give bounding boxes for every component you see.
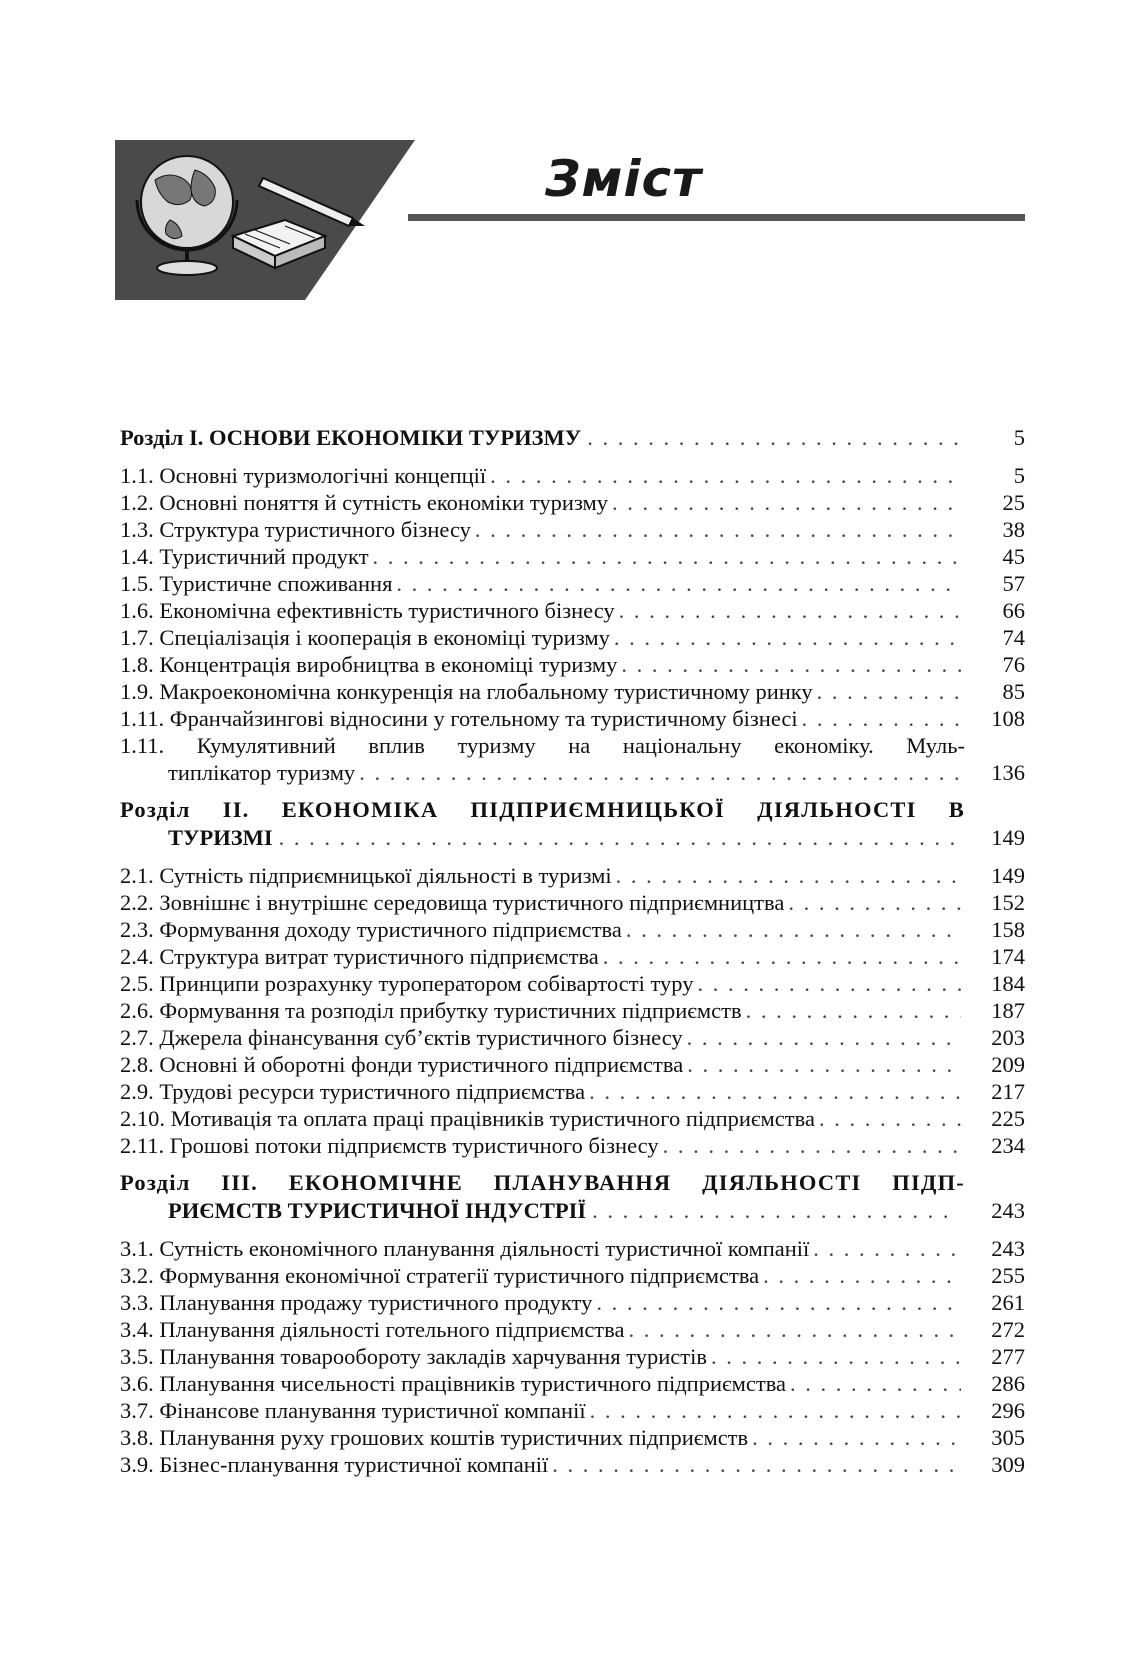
entry-title: Основні поняття й сутність економіки туризму [159, 490, 609, 515]
header-illustration [115, 140, 435, 300]
toc-entry[interactable] [120, 916, 1025, 943]
entry-title: Принципи розрахунку туроператором собівартості туру [159, 971, 694, 996]
entry-number: 3.7. [120, 1398, 154, 1423]
page-number: 187 [991, 998, 1025, 1023]
entry-number: 2.1. [120, 863, 154, 888]
leader-dots [616, 862, 961, 889]
entry-title: Франчайзингові відносини у готельному та туристичному бізнесі [169, 706, 798, 731]
toc-entry[interactable] [120, 1235, 1025, 1262]
page-number: 305 [991, 1425, 1025, 1450]
toc-entry[interactable] [120, 651, 1025, 678]
entry-number: 2.10. [120, 1106, 165, 1131]
section-title-line1: Розділ II. ЕКОНОМІКА ПІДПРИЄМНИЦЬКОЇ ДІЯЛЬНОСТІ В [120, 797, 965, 822]
leader-dots [628, 1316, 961, 1343]
section-title-line2: ТУРИЗМІ [168, 825, 273, 850]
entry-number: 2.3. [120, 917, 154, 942]
toc-entry[interactable] [120, 1024, 1025, 1051]
page-number: 243 [991, 1236, 1025, 1261]
toc-entry[interactable] [120, 597, 1025, 624]
entry-number: 2.11. [120, 1133, 165, 1158]
leader-dots [746, 997, 961, 1024]
toc-entry[interactable] [120, 997, 1025, 1024]
entry-title: Формування та розподіл прибутку туристичних підприємств [159, 998, 742, 1023]
leader-dots [359, 759, 961, 786]
entry-title: Зовнішнє і внутрішнє середовища туристичного підприємництва [159, 890, 785, 915]
entry-title: Мотивація та оплата праці працівників туристичного підприємства [170, 1106, 815, 1131]
entry-number: 2.7. [120, 1025, 154, 1050]
toc-entry[interactable] [120, 1343, 1025, 1370]
entry-title: Основні й оборотні фонди туристичного підприємства [159, 1052, 684, 1077]
entry-title: Структура витрат туристичного підприємства [159, 944, 599, 969]
toc-entry[interactable] [120, 1262, 1025, 1289]
leader-dots [802, 705, 961, 732]
leader-dots [592, 1197, 959, 1225]
entry-number: 2.2. [120, 890, 154, 915]
entry-number: 3.5. [120, 1344, 154, 1369]
entry-number: 2.6. [120, 998, 154, 1023]
entry-title: Джерела фінансування суб’єктів туристичного бізнесу [159, 1025, 683, 1050]
toc-entry[interactable] [120, 570, 1025, 597]
page-number: 296 [991, 1398, 1025, 1423]
page-number: 277 [991, 1344, 1025, 1369]
entry-number: 2.8. [120, 1052, 154, 1077]
entry-title: Трудові ресурси туристичного підприємства [159, 1079, 586, 1104]
toc-entry[interactable] [120, 1451, 1025, 1478]
page-number: 57 [1002, 571, 1025, 596]
toc-entry[interactable] [120, 1078, 1025, 1105]
entry-number: 1.9. [120, 679, 154, 704]
entry-number: 3.8. [120, 1425, 154, 1450]
toc-entry[interactable] [120, 862, 1025, 889]
leader-dots [612, 489, 961, 516]
page-number: 217 [991, 1079, 1025, 1104]
leader-dots [819, 1105, 961, 1132]
page-number: 136 [991, 760, 1025, 785]
entry-number: 3.6. [120, 1371, 154, 1396]
entry-number: 1.5. [120, 571, 154, 596]
leader-dots [687, 1024, 961, 1051]
page-number: 255 [991, 1263, 1025, 1288]
section-heading[interactable] [120, 796, 1025, 852]
entry-number: 2.5. [120, 971, 154, 996]
entry-number: 1.3. [120, 517, 154, 542]
page-number: 174 [991, 944, 1025, 969]
page-number: 243 [991, 1198, 1025, 1223]
page-number: 108 [991, 706, 1025, 731]
page-number: 309 [991, 1452, 1025, 1477]
leader-dots [552, 1451, 961, 1478]
page-number: 272 [991, 1317, 1025, 1342]
section-title-line1: Розділ III. ЕКОНОМІЧНЕ ПЛАНУВАННЯ ДІЯЛЬНОСТІ ПІДП- [120, 1170, 965, 1195]
leader-dots [589, 1078, 961, 1105]
entry-number: 3.3. [120, 1290, 154, 1315]
entry-title: Туристичний продукт [159, 544, 369, 569]
leader-dots [587, 424, 959, 452]
leader-dots [697, 970, 961, 997]
entry-number: 2.4. [120, 944, 154, 969]
toc-entry[interactable] [120, 1289, 1025, 1316]
entry-title-line1: 1.11. Кумулятивний вплив туризму на національну економіку. Муль- [120, 733, 965, 758]
page-number: 45 [1002, 544, 1025, 569]
entry-title: Економічна ефективність туристичного бізнесу [159, 598, 615, 623]
entry-title: Макроекономічна конкуренція на глобальному туристичному ринку [159, 679, 813, 704]
section-title: Розділ I. ОСНОВИ ЕКОНОМІКИ ТУРИЗМУ [120, 425, 582, 450]
entry-title: Планування руху грошових коштів туристичних підприємств [159, 1425, 749, 1450]
leader-dots [396, 570, 961, 597]
leader-dots [711, 1343, 961, 1370]
leader-dots [279, 824, 959, 852]
section-heading[interactable] [120, 424, 1025, 452]
toc-entry[interactable] [120, 462, 1025, 489]
page-number: 25 [1002, 490, 1025, 515]
entry-title: Сутність економічного планування діяльності туристичної компанії [159, 1236, 810, 1261]
toc-entry[interactable] [120, 489, 1025, 516]
entry-title: Фінансове планування туристичної компанії [159, 1398, 586, 1423]
page-title: Зміст [545, 150, 703, 208]
entry-number: 3.1. [120, 1236, 154, 1261]
toc-entry[interactable] [120, 516, 1025, 543]
entry-title: Планування діяльності готельного підприємства [159, 1317, 625, 1342]
entry-title: Планування чисельності працівників туристичного підприємства [159, 1371, 787, 1396]
entry-title: Основні туризмологічні концепції [159, 463, 487, 488]
page-number: 158 [991, 917, 1025, 942]
entry-title: Формування економічної стратегії туристичного підприємства [159, 1263, 760, 1288]
entry-title: Формування доходу туристичного підприємства [159, 917, 622, 942]
page-number: 5 [1013, 463, 1025, 488]
page-number: 152 [991, 890, 1025, 915]
entry-number: 2.9. [120, 1079, 154, 1104]
entry-number: 1.6. [120, 598, 154, 623]
toc-entry[interactable] [120, 678, 1025, 705]
page-number: 149 [991, 863, 1025, 888]
leader-dots [626, 916, 961, 943]
section-title-line2: РИЄМСТВ ТУРИСТИЧНОЇ ІНДУСТРІЇ [168, 1198, 587, 1223]
page-number: 85 [1002, 679, 1025, 704]
leader-dots [619, 597, 961, 624]
leader-dots [621, 651, 961, 678]
leader-dots [614, 624, 961, 651]
entry-number: 1.11. [120, 706, 165, 731]
toc-entry[interactable] [120, 705, 1025, 732]
page-number: 225 [991, 1106, 1025, 1131]
page-number: 149 [991, 825, 1025, 850]
entry-title: Планування товарообороту закладів харчування туристів [159, 1344, 707, 1369]
page-number: 209 [991, 1052, 1025, 1077]
toc-entry[interactable] [120, 1397, 1025, 1424]
entry-number: 3.2. [120, 1263, 154, 1288]
entry-title: Планування продажу туристичного продукту [159, 1290, 593, 1315]
entry-title: Грошові потоки підприємств туристичного бізнесу [169, 1133, 659, 1158]
toc-entry[interactable] [120, 943, 1025, 970]
entry-title: Сутність підприємницької діяльності в туризмі [159, 863, 612, 888]
leader-dots [490, 462, 961, 489]
entry-number: 1.2. [120, 490, 154, 515]
entry-title: Концентрація виробництва в економіці туризму [159, 652, 618, 677]
entry-title-line2: типлікатор туризму [168, 760, 356, 785]
page-number: 203 [991, 1025, 1025, 1050]
section-heading[interactable] [120, 1169, 1025, 1225]
toc-entry[interactable] [120, 889, 1025, 916]
entry-number: 1.7. [120, 625, 154, 650]
toc-entry[interactable] [120, 1105, 1025, 1132]
toc-entry[interactable] [120, 1132, 1025, 1159]
leader-dots [687, 1051, 961, 1078]
table-of-contents [120, 424, 1025, 1478]
entry-number: 1.4. [120, 544, 154, 569]
toc-entry[interactable] [120, 543, 1025, 570]
entry-title: Структура туристичного бізнесу [159, 517, 471, 542]
leader-dots [603, 943, 961, 970]
leader-dots [373, 543, 961, 570]
entry-number: 3.4. [120, 1317, 154, 1342]
toc-entry[interactable] [120, 1316, 1025, 1343]
toc-entry[interactable] [120, 1051, 1025, 1078]
entry-title: Туристичне споживання [159, 571, 393, 596]
leader-dots [590, 1397, 961, 1424]
leader-dots [663, 1132, 961, 1159]
entry-number: 1.1. [120, 463, 154, 488]
page-number: 38 [1002, 517, 1025, 542]
leader-dots [813, 1235, 961, 1262]
leader-dots [788, 889, 961, 916]
page-number: 74 [1002, 625, 1025, 650]
entry-title: Бізнес-планування туристичної компанії [159, 1452, 549, 1477]
page-number: 286 [991, 1371, 1025, 1396]
entry-number: 1.8. [120, 652, 154, 677]
toc-entry[interactable] [120, 1424, 1025, 1451]
entry-title: Спеціалізація і кооперація в економіці туризму [159, 625, 610, 650]
toc-entry[interactable] [120, 624, 1025, 651]
leader-dots [763, 1262, 961, 1289]
toc-entry[interactable] [120, 970, 1025, 997]
page-number: 234 [991, 1133, 1025, 1158]
page-number: 5 [1013, 425, 1025, 450]
toc-entry[interactable] [120, 1370, 1025, 1397]
toc-entry-multiline[interactable] [120, 732, 1025, 786]
leader-dots [817, 678, 961, 705]
page-number: 184 [991, 971, 1025, 996]
entry-number: 3.9. [120, 1452, 154, 1477]
page-number: 66 [1002, 598, 1025, 623]
leader-dots [596, 1289, 961, 1316]
page-number: 76 [1002, 652, 1025, 677]
leader-dots [790, 1370, 961, 1397]
leader-dots [475, 516, 961, 543]
title-rule [408, 214, 1025, 221]
page-number: 261 [991, 1290, 1025, 1315]
leader-dots [752, 1424, 961, 1451]
